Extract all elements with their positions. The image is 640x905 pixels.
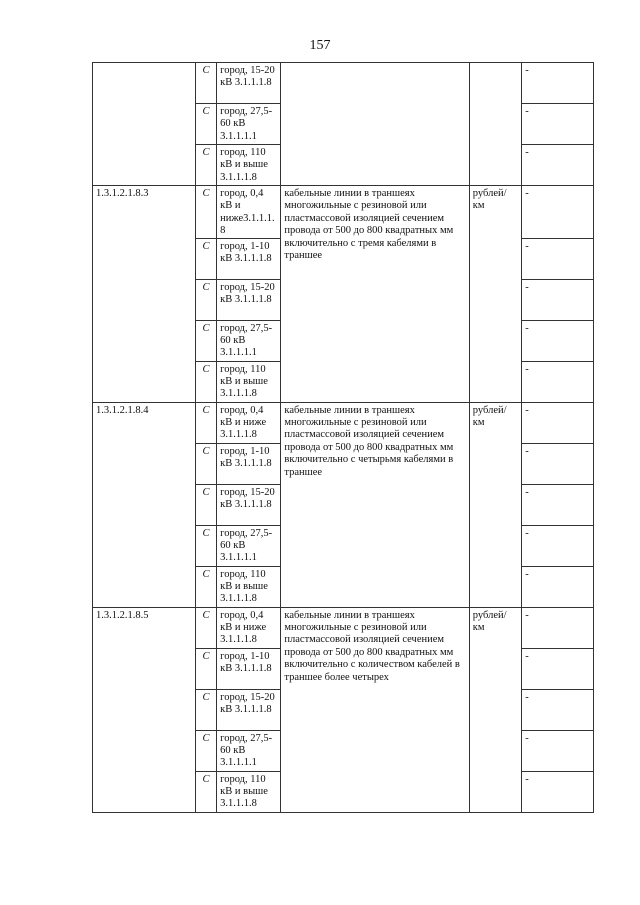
voltage-class-cell: город, 15-20 кВ 3.1.1.1.8 — [217, 689, 281, 730]
rate-mark-cell: С — [195, 566, 216, 607]
rate-mark-cell: С — [195, 402, 216, 443]
rate-mark-cell: С — [195, 361, 216, 402]
tariff-table — [92, 62, 594, 813]
voltage-class-cell: город, 0,4 кВ и ниже3.1.1.1.8 — [217, 186, 281, 239]
rate-mark-cell: С — [195, 63, 216, 104]
item-code-cell: 1.3.1.2.1.8.3 — [93, 186, 196, 403]
rate-value-cell: - — [522, 361, 594, 402]
rate-value-cell: - — [522, 730, 594, 771]
voltage-class-cell: город, 0,4 кВ и ниже 3.1.1.1.8 — [217, 402, 281, 443]
rate-value-cell: - — [522, 443, 594, 484]
rate-mark-cell: С — [195, 525, 216, 566]
table-body — [93, 63, 594, 813]
voltage-class-cell: город, 0,4 кВ и ниже 3.1.1.1.8 — [217, 607, 281, 648]
unit-cell: рублей/ км — [469, 607, 521, 812]
table-row — [93, 402, 594, 443]
rate-value-cell: - — [522, 402, 594, 443]
description-cell: кабельные линии в траншеях многожильные с резиновой или пластмассовой изоляцией сечением провода от 500 до 800 квадратных мм включительно с тремя кабелями в траншее — [281, 186, 469, 403]
rate-value-cell: - — [522, 279, 594, 320]
item-code-cell: 1.3.1.2.1.8.4 — [93, 402, 196, 607]
voltage-class-cell: город, 27,5-60 кВ 3.1.1.1.1 — [217, 104, 281, 145]
item-code-cell: 1.3.1.2.1.8.5 — [93, 607, 196, 812]
voltage-class-cell: город, 27,5-60 кВ 3.1.1.1.1 — [217, 320, 281, 361]
rate-mark-cell: С — [195, 279, 216, 320]
unit-cell: рублей/ км — [469, 186, 521, 403]
voltage-class-cell: город, 110 кВ и выше 3.1.1.1.8 — [217, 566, 281, 607]
page-number: 157 — [309, 38, 331, 53]
rate-mark-cell: С — [195, 771, 216, 812]
rate-value-cell: - — [522, 186, 594, 239]
table-row — [93, 186, 594, 239]
rate-value-cell: - — [522, 63, 594, 104]
unit-cell — [469, 63, 521, 186]
table-row — [93, 607, 594, 648]
rate-mark-cell: С — [195, 484, 216, 525]
description-cell: кабельные линии в траншеях многожильные с резиновой или пластмассовой изоляцией сечением провода от 500 до 800 квадратных мм включительно с количеством кабелей в траншее более четырех — [281, 607, 469, 812]
rate-mark-cell: С — [195, 238, 216, 279]
rate-mark-cell: С — [195, 320, 216, 361]
rate-mark-cell: С — [195, 145, 216, 186]
voltage-class-cell: город, 110 кВ и выше 3.1.1.1.8 — [217, 771, 281, 812]
description-cell: кабельные линии в траншеях многожильные с резиновой или пластмассовой изоляцией сечением провода от 500 до 800 квадратных мм включительно с четырьмя кабелями в траншее — [281, 402, 469, 607]
rate-value-cell: - — [522, 484, 594, 525]
rate-value-cell: - — [522, 566, 594, 607]
rate-mark-cell: С — [195, 730, 216, 771]
voltage-class-cell: город, 27,5-60 кВ 3.1.1.1.1 — [217, 730, 281, 771]
rate-value-cell: - — [522, 104, 594, 145]
rate-value-cell: - — [522, 238, 594, 279]
item-code-cell — [93, 63, 196, 186]
rate-value-cell: - — [522, 771, 594, 812]
rate-mark-cell: С — [195, 186, 216, 239]
description-cell — [281, 63, 469, 186]
voltage-class-cell: город, 1-10 кВ 3.1.1.1.8 — [217, 648, 281, 689]
voltage-class-cell: город, 15-20 кВ 3.1.1.1.8 — [217, 484, 281, 525]
voltage-class-cell: город, 110 кВ и выше 3.1.1.1.8 — [217, 145, 281, 186]
rate-mark-cell: С — [195, 443, 216, 484]
rate-mark-cell: С — [195, 648, 216, 689]
rate-mark-cell: С — [195, 607, 216, 648]
rate-mark-cell: С — [195, 104, 216, 145]
rate-value-cell: - — [522, 525, 594, 566]
table-row — [93, 63, 594, 104]
rate-mark-cell: С — [195, 689, 216, 730]
voltage-class-cell: город, 110 кВ и выше 3.1.1.1.8 — [217, 361, 281, 402]
rate-value-cell: - — [522, 320, 594, 361]
voltage-class-cell: город, 15-20 кВ 3.1.1.1.8 — [217, 279, 281, 320]
rate-value-cell: - — [522, 145, 594, 186]
voltage-class-cell: город, 15-20 кВ 3.1.1.1.8 — [217, 63, 281, 104]
voltage-class-cell: город, 1-10 кВ 3.1.1.1.8 — [217, 443, 281, 484]
rate-value-cell: - — [522, 689, 594, 730]
voltage-class-cell: город, 27,5-60 кВ 3.1.1.1.1 — [217, 525, 281, 566]
voltage-class-cell: город, 1-10 кВ 3.1.1.1.8 — [217, 238, 281, 279]
unit-cell: рублей/ км — [469, 402, 521, 607]
rate-value-cell: - — [522, 648, 594, 689]
rate-value-cell: - — [522, 607, 594, 648]
